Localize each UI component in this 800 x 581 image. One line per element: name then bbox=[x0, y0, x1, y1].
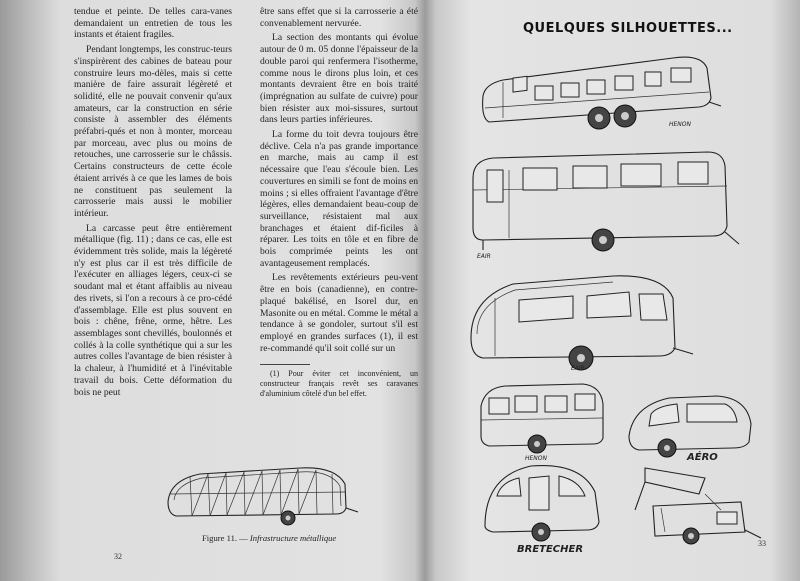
page-heading: QUELQUES SILHOUETTES... bbox=[523, 21, 733, 36]
caravan-open-camper-drawing bbox=[625, 460, 765, 550]
left-text-column-1 bbox=[74, 6, 232, 401]
left-text-column-2 bbox=[260, 6, 418, 398]
paragraph: La forme du toit devra toujours être déclive. Cela n'a pas grande importance en marche, mais au camp il est nécessaire que l'eau s'écoule bien. Les couvertures en simili se font de moins en moins ; si elles offraient l'avantage d'être légères, elles demandaient beau-coup de surveillance, résistaient mal aux branchages et étaient dif-ficiles à réparer. Les toits en tôle et en fibre de bois comprimée peints les ont avantageusement remplacés. bbox=[260, 129, 418, 269]
caravan-bretecher-teardrop-drawing bbox=[477, 458, 617, 558]
caravan-label-henon-mid: HENON bbox=[525, 455, 548, 462]
figure-caption-label: Figure 11. — bbox=[202, 533, 248, 543]
caravan-eair-teardrop-drawing bbox=[463, 258, 703, 373]
footnote bbox=[260, 369, 418, 398]
paragraph: Pendant longtemps, les construc-teurs s'inspirèrent des cabines de bateau pour construire leurs mo-dèles, mais si cette manière de faire assurait légèreté et solidité, elle ne pouvait convenir qu'aux amateurs, car la construction en série consiste à assembler des éléments préfabri-qués et non à monter, morceau par morceau, avec plus ou moins de retouches, une carrosserie sur le châssis. Certains constructeurs de cette école étaient arrivés à ce que les lames de bois ne constituent pas seulement la carrosserie mais aussi le mobilier intérieur. bbox=[74, 44, 232, 219]
caravan-label-bretecher: BRETECHER bbox=[517, 544, 584, 555]
caravan-label-eair-1: EAIR bbox=[477, 253, 491, 260]
figure-11-metal-frame-drawing bbox=[160, 462, 360, 530]
paragraph: tendue et peinte. De telles cara-vanes demandaient un entretien de tous les instants et étaient fragiles. bbox=[74, 6, 232, 41]
footnote-text: (1) Pour éviter cet inconvénient, un constructeur français revêt ses caravanes d'aluminium côtelé d'un bel effet. bbox=[260, 369, 418, 398]
page-number-right: 33 bbox=[758, 539, 766, 548]
figure-caption-text: Infrastructure métallique bbox=[249, 533, 337, 543]
caravan-henon-small-drawing bbox=[475, 376, 613, 462]
right-page bbox=[433, 0, 800, 581]
paragraph: être sans effet que si la carrosserie a été convenablement nervurée. bbox=[260, 6, 418, 29]
left-page bbox=[60, 0, 420, 581]
paragraph: La carcasse peut être entièrement métallique (fig. 11) ; dans ce cas, elle est évidemment très solide, mais la légèreté n'y est plus car il est très difficile de l'exécuter en alliages légers, ceux-ci se soudant mal et étant affaiblis au niveau des rivets, si l'on a recours à ce pro-cédé d'assemblage. Elle est plus souvent en bois : chêne, frêne, orme, hêtre. Les assemblages sont chevillés, boulonnés et collés à la colle synthétique qui a sur les autres colles l'avantage de bien résister à la chaleur, à l'humidité et à l'inévitable travail du bois. Cette déformation du bois ne peut bbox=[74, 222, 232, 398]
page-number-left: 32 bbox=[114, 552, 122, 561]
caravan-label-aero: AÉRO bbox=[687, 452, 718, 463]
caravan-label-henon-top: HENON bbox=[669, 121, 692, 128]
footnote-rule bbox=[260, 364, 310, 365]
caravan-label-eair-2: EAIR bbox=[571, 365, 585, 372]
caravan-henon-streamlined-drawing bbox=[473, 46, 723, 141]
paragraph: La section des montants qui évolue autour de 0 m. 05 donne l'épaisseur de la double paroi qui renfermera l'isotherme, comme nous le dirons plus loin, et ces montants devraient être en bois traité (imprégnation au sulfate de cuivre) pour bien résister aux moi-sissures, surtout dans leurs parties inférieures. bbox=[260, 32, 418, 126]
caravan-eair-box-drawing bbox=[453, 140, 743, 265]
paragraph: Les revêtements extérieurs peu-vent être en bois (canadienne), en contre-plaqué bakélisé, en Isorel dur, en Masonite ou en métal. Comme le métal a tendance à se gondoler, surtout s'il est employé en grandes surfaces (1), il est re-commandé qu'il soit collé sur un bbox=[260, 272, 418, 354]
figure-caption bbox=[202, 533, 336, 543]
caravan-aero-drawing bbox=[621, 384, 761, 464]
